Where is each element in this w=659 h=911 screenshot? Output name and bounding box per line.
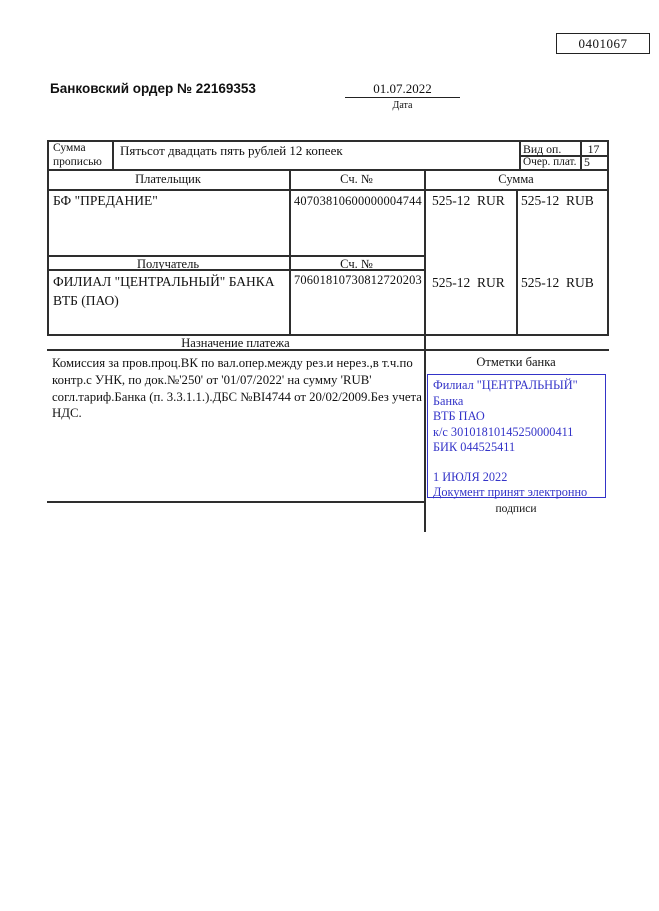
amount-in-words: Пятьсот двадцать пять рублей 12 копеек (120, 143, 343, 158)
signatures-label: подписи (495, 503, 537, 515)
table-right-border (607, 140, 609, 336)
payee-account-header: Сч. № (340, 257, 373, 271)
op-type-col-divider (519, 140, 521, 171)
name-account-divider (289, 169, 291, 336)
op-type-value: 17 (587, 142, 600, 156)
amount-words-label-line2: прописью (53, 155, 102, 168)
date-label: Дата (392, 100, 413, 111)
document-date: 01.07.2022 (373, 81, 432, 96)
amount-words-label (53, 142, 102, 169)
amount-words-divider (112, 140, 114, 171)
priority-label: Очер. плат. (523, 156, 577, 168)
date-underline (345, 97, 460, 98)
priority-value: 5 (584, 155, 590, 169)
payee-amount-rub: 525-12 RUB (521, 275, 594, 290)
bank-marks-header: Отметки банка (476, 355, 556, 369)
purpose-bottom-border (47, 501, 426, 503)
account-amount-divider (424, 169, 426, 532)
purpose-header: Назначение платежа (181, 336, 290, 350)
amount-words-label-line1: Сумма (53, 142, 86, 154)
rur-rub-divider (516, 189, 518, 336)
document-title: Банковский ордер № 22169353 (50, 81, 256, 96)
row1-bottom-border (47, 169, 609, 171)
stamp-bank-name-line2: ВТБ ПАО (433, 409, 485, 423)
form-code-box (556, 33, 650, 54)
form-code: 0401067 (578, 36, 628, 51)
payee-header: Получатель (136, 257, 200, 271)
payer-amount-rub: 525-12 RUB (521, 193, 594, 208)
stamp-bik: БИК 044525411 (433, 440, 516, 454)
payee-amount-rur: 525-12 RUR (432, 275, 505, 290)
header-row-bottom-border (47, 189, 609, 191)
payer-name: БФ "ПРЕДАНИЕ" (53, 193, 158, 208)
stamp-bank-name-line1: Филиал "ЦЕНТРАЛЬНЫЙ" Банка (433, 378, 578, 408)
stamp-note: Документ принят электронно (433, 485, 588, 499)
payer-header: Плательщик (135, 172, 201, 186)
stamp-corr-account: к/с 30101810145250000411 (433, 424, 574, 439)
payer-account: 40703810600000004744 (294, 194, 422, 208)
bank-stamp (427, 374, 606, 498)
payee-name: ФИЛИАЛ "ЦЕНТРАЛЬНЫЙ" БАНКА ВТБ (ПАО) (53, 274, 275, 308)
payee-account: 70601810730812720203 (294, 273, 422, 287)
table-left-border (47, 140, 49, 336)
op-type-label: Вид оп. (523, 142, 562, 156)
amount-header: Сумма (498, 172, 534, 186)
payer-account-header: Сч. № (340, 172, 373, 186)
purpose-text: Комиссия за пров.проц.ВК по вал.опер.между рез.и нерез.,в т.ч.по контр.с УНК, по док.№'250' от '01/07/2022' на сумму 'RUB' согл.тариф.Банка (п. 3.3.1.1.).ДБС №BI4744 от 20/02/2009.Без учета НДС. (52, 356, 422, 421)
payer-amount-rur: 525-12 RUR (432, 193, 505, 208)
stamp-date: 1 ИЮЛЯ 2022 (433, 469, 508, 484)
